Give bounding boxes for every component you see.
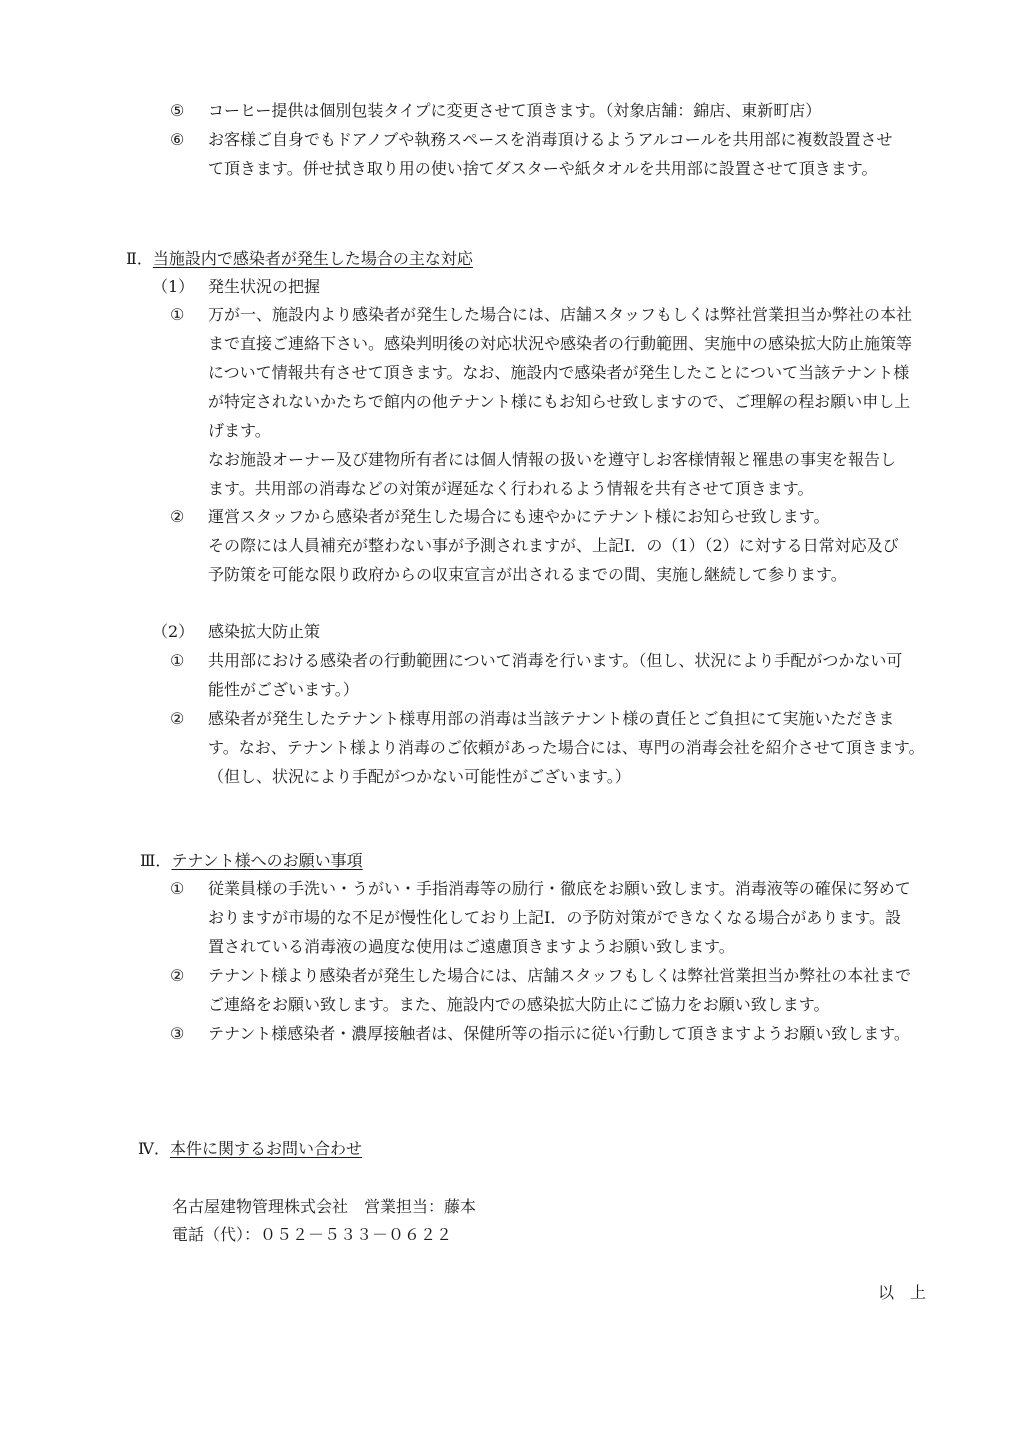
section4-heading — [138, 1134, 362, 1163]
item-text-line: 共用部における感染者の行動範囲について消毒を行います。（但し、状況により手配がつかない可 — [208, 651, 903, 670]
contact-company: 名古屋建物管理株式会社 営業担当：藤本 — [172, 1197, 477, 1216]
item-text-line: 運営スタッフから感染者が発生した場合にも速やかにテナント様にお知らせ致します。 — [208, 507, 830, 526]
item-number: ⑤ — [170, 101, 185, 120]
section3-heading — [140, 846, 363, 875]
item-number: ② — [170, 966, 185, 985]
item-number: ② — [170, 709, 185, 728]
item-text-line: その際には人員補充が整わない事が予測されますが、上記Ⅰ．の（1）（2）に対する日常対応及び — [208, 536, 899, 555]
item-number: ③ — [170, 1024, 185, 1043]
section2-sub2-heading — [152, 617, 320, 646]
item-number: ② — [170, 507, 185, 526]
item-text-line: て頂きます。併せ拭き取り用の使い捨てダスターや紙タオルを共用部に設置させて頂きます。 — [208, 159, 878, 178]
item-text-line: コーヒー提供は個別包装タイプに変更させて頂きます。（対象店舗：錦店、東新町店） — [208, 101, 822, 120]
item-text-line: まで直接ご連絡下さい。感染判明後の対応状況や感染者の行動範囲、実施中の感染拡大防止施策等 — [208, 334, 913, 353]
sub1-title: 発生状況の把握 — [208, 277, 321, 296]
section2-sub1-heading — [152, 272, 320, 301]
item-number: ① — [170, 305, 185, 324]
section2-title: 当施設内で感染者が発生した場合の主な対応 — [152, 249, 473, 268]
item-number: ⑥ — [170, 130, 185, 149]
section3-number: Ⅲ． — [140, 851, 172, 870]
item-text — [208, 646, 932, 704]
item-text — [208, 874, 932, 961]
item-text-line: げます。 — [208, 421, 271, 440]
item-number: ① — [170, 879, 185, 898]
sub1-number: （1） — [152, 277, 195, 296]
item-text-line: おりますが市場的な不足が慢性化しており上記Ⅰ．の予防対策ができなくなる場合があります。設 — [208, 908, 902, 927]
item-text-line: 従業員様の手洗い・うがい・手指消毒等の励行・徹底をお願い致します。消毒液等の確保に努めて — [208, 879, 911, 898]
item-text-line: す。なお、テナント様より消毒のご依頼があった場合には、専門の消毒会社を紹介させて頂きます。 — [208, 738, 925, 757]
item-text — [208, 96, 932, 125]
section2-number: Ⅱ． — [126, 249, 153, 268]
section3-title: テナント様へのお願い事項 — [171, 851, 363, 870]
item-text-line: について情報共有させて頂きます。なお、施設内で感染者が発生したことについて当該テナント様 — [208, 363, 910, 382]
item-text — [208, 1019, 932, 1048]
item-text-line: テナント様感染者・濃厚接触者は、保健所等の指示に従い行動して頂きますようお願い致します。 — [208, 1024, 910, 1043]
sub2-title: 感染拡大防止策 — [208, 622, 321, 641]
contact-phone: 電話（代）：０５２－５３３－０６２２ — [172, 1225, 453, 1244]
item-text — [208, 300, 932, 503]
item-text-line: 置されている消毒液の過度な使用はご遠慮頂きますようお願い致します。 — [208, 937, 735, 956]
item-text-line: 万が一、施設内より感染者が発生した場合には、店舗スタッフもしくは弊社営業担当か弊社の本社 — [208, 305, 913, 324]
item-text-line: 能性がございます。） — [208, 680, 359, 699]
item-text-line: 感染者が発生したテナント様専用部の消毒は当該テナント様の責任とご負担にて実施いただきま — [208, 709, 895, 728]
item-text — [208, 125, 932, 183]
item-text-line: が特定されないかたちで館内の他テナント様にもお知らせ致しますので、ご理解の程お願い申し上 — [208, 392, 911, 411]
section4-title: 本件に関するお問い合わせ — [170, 1139, 363, 1158]
section4-number: Ⅳ． — [138, 1139, 170, 1158]
sub2-number: （2） — [152, 622, 195, 641]
closing-mark: 以 上 — [878, 1283, 927, 1302]
item-text-line: ます。共用部の消毒などの対策が遅延なく行われるよう情報を共有させて頂きます。 — [208, 479, 814, 498]
item-text — [208, 502, 932, 589]
item-text-line: ご連絡をお願い致します。また、施設内での感染拡大防止にご協力をお願い致します。 — [208, 995, 830, 1014]
item-text-line: テナント様より感染者が発生した場合には、店舗スタッフもしくは弊社営業担当か弊社の本社まで — [208, 966, 912, 985]
item-text-line: 予防策を可能な限り政府からの収束宣言が出されるまでの間、実施し継続して参ります。 — [208, 565, 847, 584]
item-number: ① — [170, 651, 185, 670]
item-text-line: お客様ご自身でもドアノブや執務スペースを消毒頂けるようアルコールを共用部に複数設置させ — [208, 130, 893, 149]
item-text-line: なお施設オーナー及び建物所有者には個人情報の扱いを遵守しお客様情報と罹患の事実を報告し — [208, 450, 897, 469]
item-text — [208, 704, 932, 791]
section2-heading — [126, 244, 473, 273]
item-text — [208, 961, 932, 1019]
item-text-line: （但し、状況により手配がつかない可能性がございます。） — [208, 767, 631, 786]
